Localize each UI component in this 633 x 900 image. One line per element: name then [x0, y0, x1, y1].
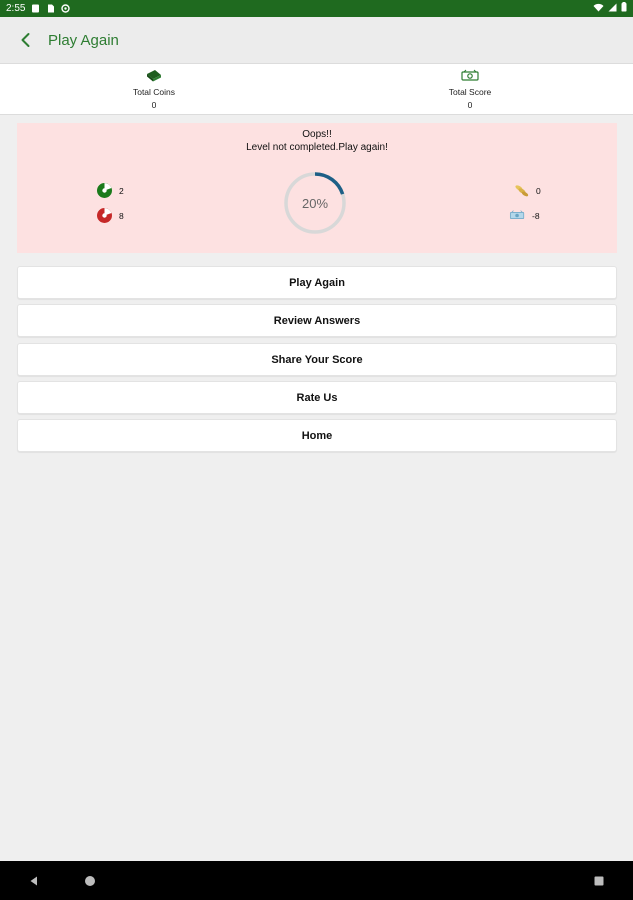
wrong-stat [96, 207, 124, 224]
result-message: Level not completed.Play again! [246, 142, 388, 153]
progress-percent: 20% [301, 195, 329, 211]
play-again-button[interactable]: Play Again [17, 266, 617, 299]
signal-icon [608, 3, 617, 15]
battery-icon [621, 2, 627, 15]
wrong-count: 8 [119, 210, 124, 221]
correct-pie-icon [96, 182, 113, 199]
status-time: 2:55 [6, 3, 26, 14]
system-nav-bar [0, 861, 633, 900]
review-answers-button[interactable]: Review Answers [17, 304, 617, 337]
coins-icon [94, 68, 214, 84]
wifi-icon [593, 3, 604, 15]
nav-back-icon[interactable] [14, 861, 54, 900]
total-score-label: Total Score [448, 87, 492, 97]
correct-count: 2 [119, 185, 124, 196]
total-coins-value: 0 [151, 100, 157, 110]
totals-panel [0, 63, 633, 115]
score-earned-value: -8 [532, 210, 540, 221]
total-score [410, 68, 530, 110]
coins-earned-stat [513, 182, 541, 199]
coins-earned-value: 0 [536, 185, 541, 196]
total-coins [94, 68, 214, 110]
back-arrow-icon[interactable] [6, 17, 46, 63]
status-bar [0, 0, 633, 17]
total-score-value: 0 [467, 100, 473, 110]
app-bar [0, 17, 633, 63]
money-stack-icon [509, 207, 526, 224]
total-coins-label: Total Coins [132, 87, 176, 97]
share-score-button[interactable]: Share Your Score [17, 343, 617, 376]
score-earned-stat [509, 207, 540, 224]
nav-home-icon[interactable] [70, 861, 110, 900]
nav-recent-icon[interactable] [579, 861, 619, 900]
storage-icon [46, 4, 55, 13]
rate-us-button[interactable]: Rate Us [17, 381, 617, 414]
sim-icon [31, 4, 40, 13]
wrong-pie-icon [96, 207, 113, 224]
coin-stack-icon [513, 182, 530, 199]
home-button[interactable]: Home [17, 419, 617, 452]
page-title: Play Again [48, 31, 119, 49]
correct-stat [96, 182, 124, 199]
money-icon [410, 68, 530, 84]
result-card [17, 123, 617, 253]
sync-icon [61, 4, 70, 13]
result-title: Oops!! [302, 129, 332, 140]
